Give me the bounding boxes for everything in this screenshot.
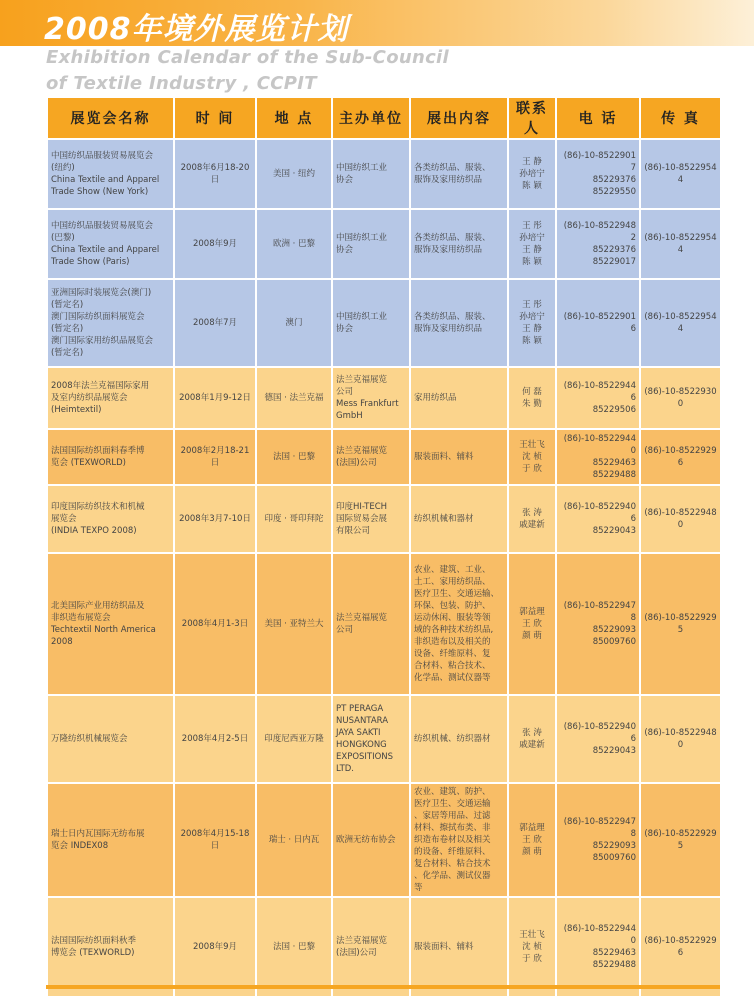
cell-time: 2008年4月15-18日	[174, 783, 256, 897]
cell-contact: 张 涛 戚建新	[508, 485, 556, 553]
cell-name: 瑞士日内瓦国际无纺布展 览会 INDEX08	[47, 783, 174, 897]
cell-content: 服装面料、辅料	[410, 429, 508, 485]
cell-place: 美国 · 亚特兰大	[256, 553, 332, 695]
cell-phone: (86)-10-85229440 85229463 85229488	[556, 429, 640, 485]
table-row	[47, 209, 721, 279]
cell-organizer: 中国纺织工业 协会	[332, 209, 410, 279]
cell-fax: (86)-10-85229544	[640, 139, 721, 209]
table-row	[47, 485, 721, 553]
cell-organizer: 印度HI-TECH 国际贸易会展 有限公司	[332, 485, 410, 553]
cell-place: 法国 · 巴黎	[256, 897, 332, 997]
cell-content: 各类纺织品、服装、 服饰及家用纺织品	[410, 279, 508, 367]
cell-time: 2008年7月	[174, 279, 256, 367]
cell-contact: 何 磊 朱 勤	[508, 367, 556, 429]
cell-place: 印度 · 哥印拜陀	[256, 485, 332, 553]
cell-place: 印度尼西亚万隆	[256, 695, 332, 783]
cell-contact: 王 彤 孙培宁 王 静 陈 颖	[508, 279, 556, 367]
cell-fax: (86)-10-85229480	[640, 485, 721, 553]
cell-time: 2008年4月2-5日	[174, 695, 256, 783]
cell-organizer: 法兰克福展览 公司 Mess Frankfurt GmbH	[332, 367, 410, 429]
cell-contact: 郭益理 王 欣 颜 萌	[508, 553, 556, 695]
page-subtitle-line2: of Textile Industry , CCPIT	[46, 73, 317, 94]
exhibition-calendar-table	[46, 96, 722, 998]
cell-name: 亚洲国际时装展览会(澳门) (暂定名) 澳门国际纺织面料展览会 (暂定名) 澳门国际家用纺织品展览会 (暂定名)	[47, 279, 174, 367]
cell-phone: (86)-10-85229482 85229376 85229017	[556, 209, 640, 279]
header-place: 地 点	[256, 97, 332, 139]
header-content: 展出内容	[410, 97, 508, 139]
bottom-rule	[46, 985, 720, 989]
cell-name: 中国纺织品服装贸易展览会 (纽约) China Textile and Apparel Trade Show (New York)	[47, 139, 174, 209]
table-row	[47, 783, 721, 897]
header-organizer: 主办单位	[332, 97, 410, 139]
cell-time: 2008年6月18-20日	[174, 139, 256, 209]
cell-name: 北美国际产业用纺织品及 非织造布展览会 Techtextil North America 2008	[47, 553, 174, 695]
cell-time: 2008年1月9-12日	[174, 367, 256, 429]
cell-contact: 王 彤 孙培宁 王 静 陈 颖	[508, 209, 556, 279]
cell-content: 各类纺织品、服装、 服饰及家用纺织品	[410, 209, 508, 279]
cell-content: 纺织机械、纺织器材	[410, 695, 508, 783]
cell-time: 2008年2月18-21日	[174, 429, 256, 485]
cell-contact: 王壮飞 沈 桢 于 欣	[508, 429, 556, 485]
table-row	[47, 429, 721, 485]
cell-contact: 郭益理 王 欣 颜 萌	[508, 783, 556, 897]
cell-place: 瑞士 · 日内瓦	[256, 783, 332, 897]
table-row	[47, 367, 721, 429]
cell-fax: (86)-10-85229544	[640, 279, 721, 367]
table-header-row	[47, 97, 721, 139]
cell-place: 德国 · 法兰克福	[256, 367, 332, 429]
cell-organizer: 中国纺织工业 协会	[332, 139, 410, 209]
table-row	[47, 139, 721, 209]
cell-fax: (86)-10-85229544	[640, 209, 721, 279]
cell-phone: (86)-10-85229406 85229043	[556, 695, 640, 783]
cell-organizer: PT PERAGA NUSANTARA JAYA SAKTI HONGKONG EXPOSITIONS LTD.	[332, 695, 410, 783]
cell-organizer: 欧洲无纺布协会	[332, 783, 410, 897]
cell-content: 纺织机械和器材	[410, 485, 508, 553]
cell-time: 2008年4月1-3日	[174, 553, 256, 695]
table-row	[47, 553, 721, 695]
cell-place: 欧洲 · 巴黎	[256, 209, 332, 279]
cell-phone: (86)-10-85229478 85229093 85009760	[556, 553, 640, 695]
cell-organizer: 法兰克福展览 (法国)公司	[332, 429, 410, 485]
cell-fax: (86)-10-85229300	[640, 367, 721, 429]
cell-fax: (86)-10-85229480	[640, 695, 721, 783]
cell-place: 澳门	[256, 279, 332, 367]
cell-fax: (86)-10-85229295	[640, 783, 721, 897]
table-row	[47, 279, 721, 367]
cell-name: 印度国际纺织技术和机械 展览会 (INDIA TEXPO 2008)	[47, 485, 174, 553]
cell-name: 2008年法兰克福国际家用 及室内纺织品展览会 (Heimtextil)	[47, 367, 174, 429]
cell-time: 2008年3月7-10日	[174, 485, 256, 553]
cell-name: 中国纺织品服装贸易展览会 (巴黎) China Textile and Apparel Trade Show (Paris)	[47, 209, 174, 279]
cell-name: 法国国际纺织面料秋季 博览会 (TEXWORLD)	[47, 897, 174, 997]
cell-time: 2008年9月	[174, 897, 256, 997]
cell-organizer: 中国纺织工业 协会	[332, 279, 410, 367]
cell-name: 万隆纺织机械展览会	[47, 695, 174, 783]
cell-content: 各类纺织品、服装、 服饰及家用纺织品	[410, 139, 508, 209]
header-time: 时 间	[174, 97, 256, 139]
cell-phone: (86)-10-85229016	[556, 279, 640, 367]
cell-content: 家用纺织品	[410, 367, 508, 429]
cell-place: 美国 · 纽约	[256, 139, 332, 209]
header-phone: 电 话	[556, 97, 640, 139]
cell-fax: (86)-10-85229296	[640, 429, 721, 485]
header-contact: 联系人	[508, 97, 556, 139]
header-name: 展览会名称	[47, 97, 174, 139]
cell-organizer: 法兰克福展览 公司	[332, 553, 410, 695]
page-title: 2008年境外展览计划	[44, 12, 349, 47]
cell-contact: 王 静 孙培宁 陈 颖	[508, 139, 556, 209]
table-row	[47, 897, 721, 997]
cell-content: 农业、建筑、工业、 土工、家用纺织品、 医疗卫生、交通运输、 环保、包装、防护、 运动休闲、服装等领 域的各种技术纺织品, 非织造布以及相关的 设备、纤维原料、复 合材料、粘合技术、 化学品、测试仪器等	[410, 553, 508, 695]
cell-name: 法国国际纺织面料春季博 览会 (TEXWORLD)	[47, 429, 174, 485]
cell-content: 农业、建筑、防护、 医疗卫生、交通运输 、家居等用品、过滤 材料、擦拭布类、非 织造布卷材以及相关 的设备、纤维原料、 复合材料、粘合技术 、化学品、测试仪器 等	[410, 783, 508, 897]
cell-fax: (86)-10-85229296	[640, 897, 721, 997]
cell-contact: 王壮飞 沈 桢 于 欣	[508, 897, 556, 997]
header-fax: 传 真	[640, 97, 721, 139]
cell-phone: (86)-10-85229017 85229376 85229550	[556, 139, 640, 209]
cell-phone: (86)-10-85229406 85229043	[556, 485, 640, 553]
table-row	[47, 695, 721, 783]
cell-content: 服装面料、辅料	[410, 897, 508, 997]
cell-organizer: 法兰克福展览 (法国)公司	[332, 897, 410, 997]
cell-phone: (86)-10-85229440 85229463 85229488	[556, 897, 640, 997]
cell-contact: 张 涛 戚建新	[508, 695, 556, 783]
cell-time: 2008年9月	[174, 209, 256, 279]
cell-phone: (86)-10-85229446 85229506	[556, 367, 640, 429]
cell-fax: (86)-10-85229295	[640, 553, 721, 695]
cell-phone: (86)-10-85229478 85229093 85009760	[556, 783, 640, 897]
page-subtitle-line1: Exhibition Calendar of the Sub-Council	[46, 47, 449, 68]
cell-place: 法国 · 巴黎	[256, 429, 332, 485]
